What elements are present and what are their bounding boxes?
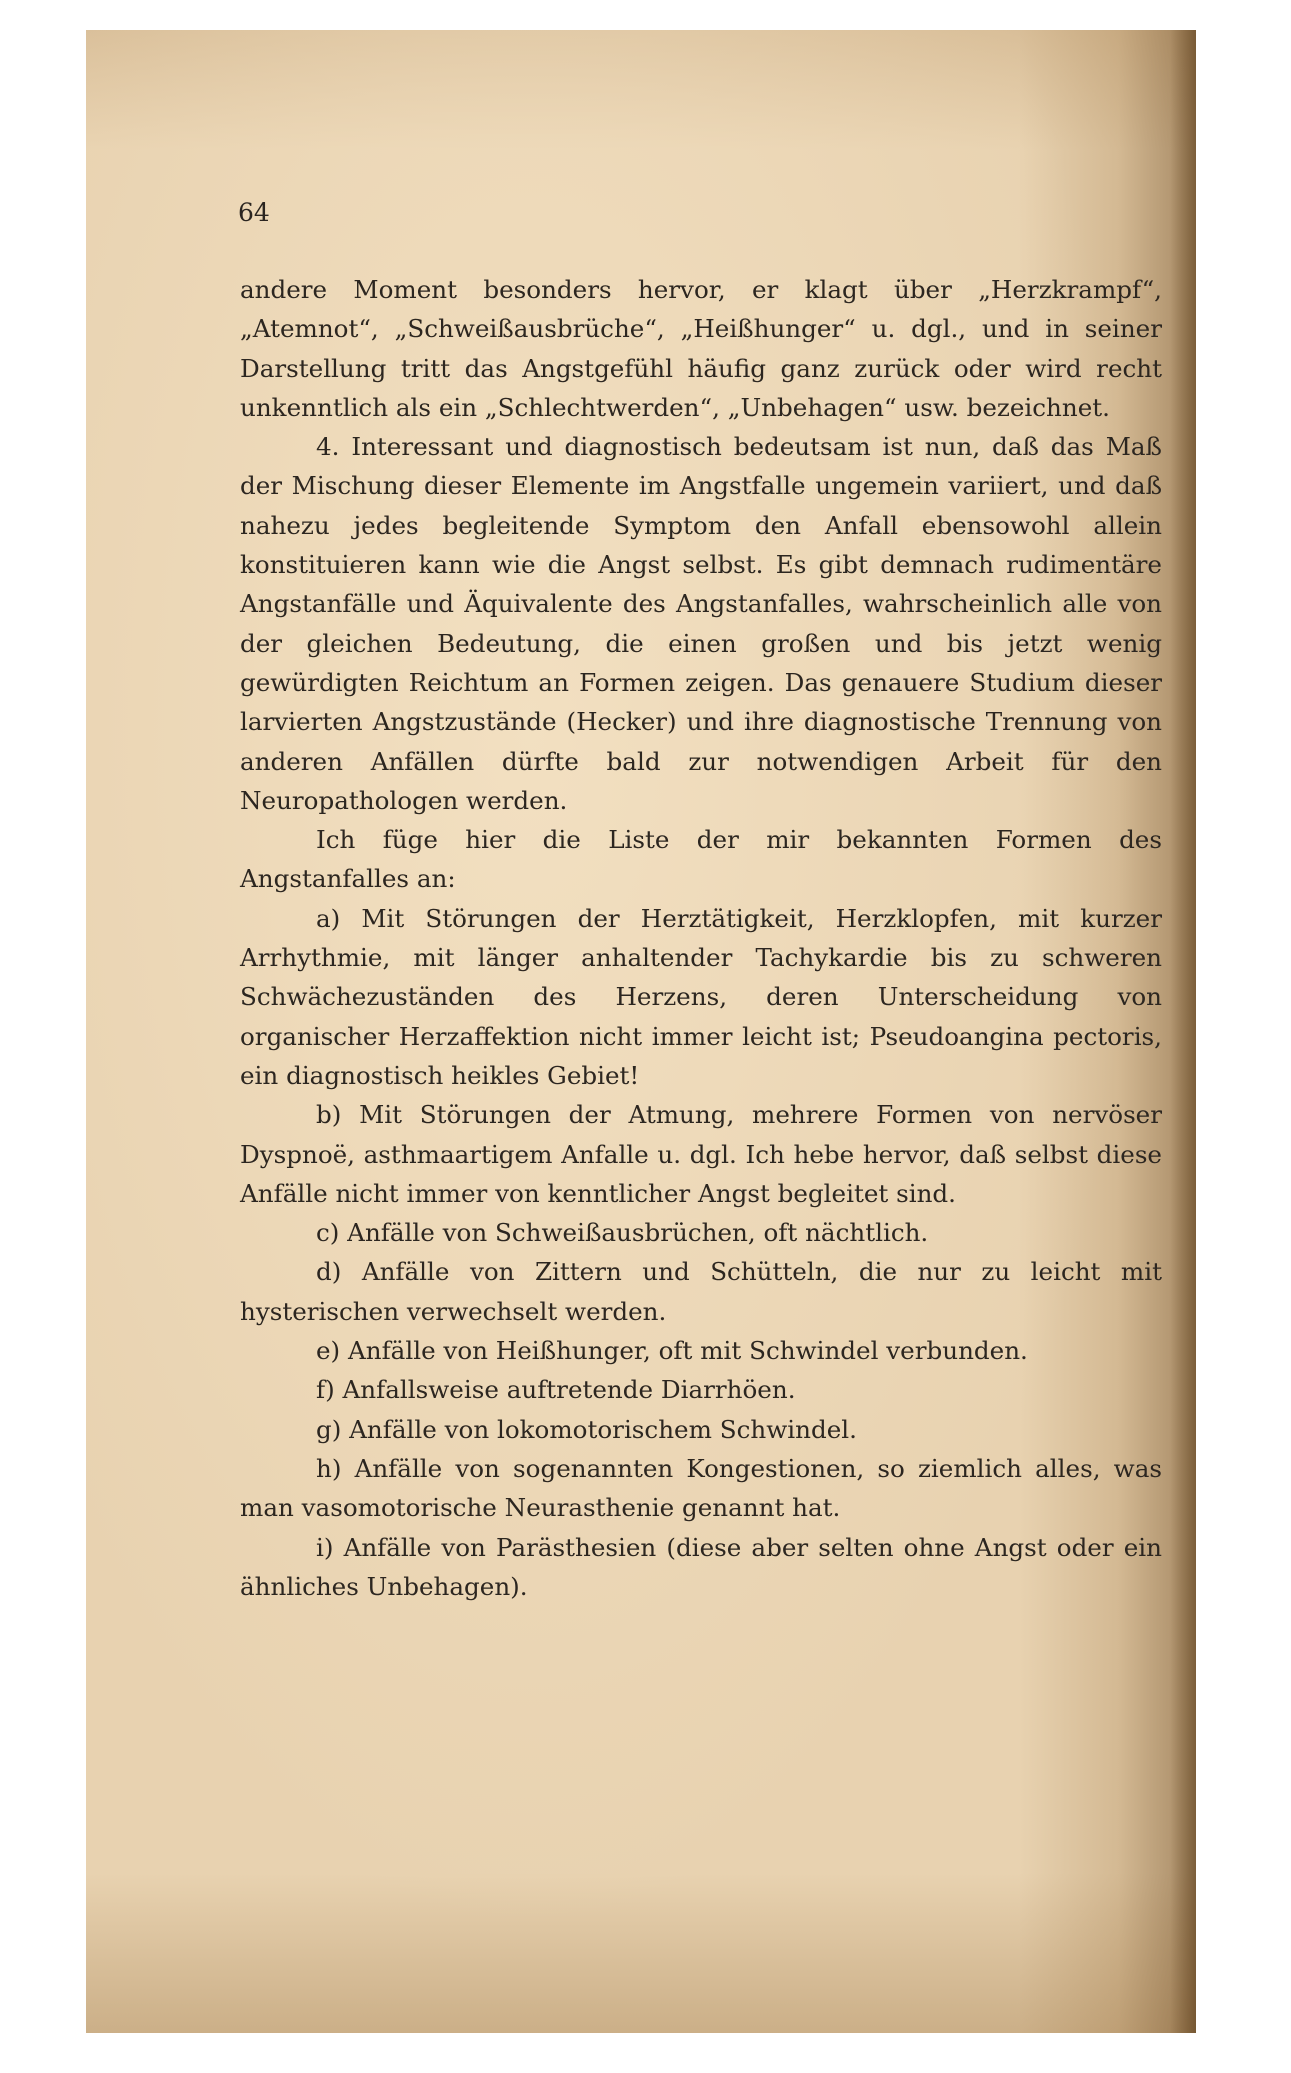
list-item: f) Anfallsweise auftretende Diarrhöen. [316,1375,796,1405]
list-item: i) Anfälle von Parästhesien (diese aber selten ohne Angst oder ein ähnliches Unbehagen). [240,1532,1162,1601]
page-text [240,270,1162,1606]
paragraph: 4. Interessant und diagnostisch bedeutsam ist nun, daß das Maß der Mischung dieser Elemente im Angstfalle ungemein variiert, und daß nahezu jedes begleitende Symptom den Anfall ebensowohl allein konstituieren kann wie die Angst selbst. Es gibt demnach rudimentäre Angstanfälle und Äquivalente des Angstanfalles, wahrscheinlich alle von der gleichen Bedeutung, die einen großen und bis jetzt wenig gewürdigten Reichtum an Formen zeigen. Das genauere Studium dieser larvierten Angstzustände (Hecker) und ihre diagnostische Trennung von anderen Anfällen dürfte bald zur notwendigen Arbeit für den Neuropathologen werden. [240,432,1162,815]
paragraph: Ich füge hier die Liste der mir bekannten Formen des Angstanfalles an: [240,825,1162,894]
list-item: b) Mit Störungen der Atmung, mehrere Formen von nervöser Dyspnoë, asthmaartigem Anfalle u. dgl. Ich hebe hervor, daß selbst diese Anfälle nicht immer von kenntlicher Angst begleitet sind. [240,1100,1162,1208]
paragraph: andere Moment besonders hervor, er klagt über „Herzkrampf“, „Atemnot“, „Schweißausbrüche“, „Heißhunger“ u. dgl., und in seiner Darstellung tritt das Angstgefühl häufig ganz zurück oder wird recht unkenntlich als ein „Schlechtwerden“, „Unbehagen“ usw. bezeichnet. [240,275,1162,422]
list-item: e) Anfälle von Heißhunger, oft mit Schwindel verbunden. [316,1336,1028,1366]
list-item: a) Mit Störungen der Herztätigkeit, Herzklopfen, mit kurzer Arrhythmie, mit länger anhaltender Tachykardie bis zu schweren Schwächezuständen des Herzens, deren Unterscheidung von organischer Herzaffektion nicht immer leicht ist; Pseudoangina pectoris, ein diagnostisch heikles Gebiet! [240,903,1162,1090]
list-item: h) Anfälle von sogenannten Kongestionen, so ziemlich alles, was man vasomotorische Neurasthenie genannt hat. [240,1453,1162,1523]
book-page [86,30,1196,2033]
list-item: c) Anfälle von Schweißausbrüchen, oft nächtlich. [316,1218,929,1248]
page-number: 64 [238,198,270,227]
list-item: g) Anfälle von lokomotorischem Schwindel. [316,1414,857,1444]
list-item: d) Anfälle von Zittern und Schütteln, die nur zu leicht mit hysterischen verwechselt werden. [240,1257,1162,1326]
